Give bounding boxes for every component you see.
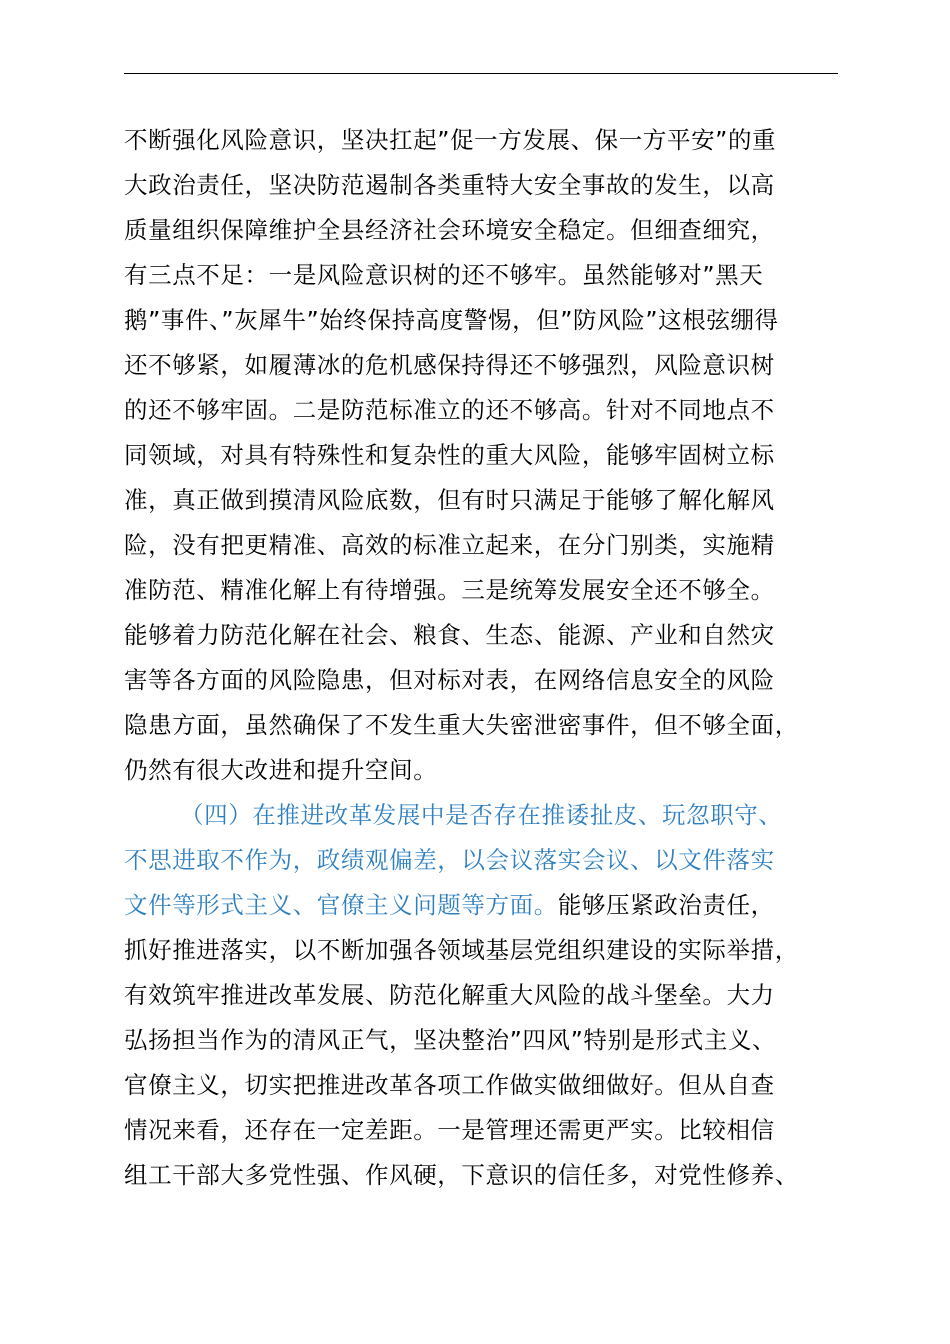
text-line: 能够着力防范化解在社会、粮食、生态、能源、产业和自然灾 [124, 621, 775, 649]
text-line: 险，没有把更精准、高效的标准立起来，在分门别类，实施精 [124, 531, 775, 559]
section-heading-line: （四）在推进改革发展中是否存在推诿扯皮、玩忽职守、 [180, 801, 783, 829]
text-line: 还不够紧，如履薄冰的危机感保持得还不够强烈，风险意识树 [124, 351, 775, 379]
text-line: 害等各方面的风险隐患，但对标对表，在网络信息安全的风险 [124, 666, 775, 694]
text-line: 不断强化风险意识，坚决扛起”促一方发展、保一方平安”的重 [124, 126, 777, 154]
text-line: 抓好推进落实，以不断加强各领域基层党组织建设的实际举措， [124, 936, 799, 964]
text-line: 有三点不足：一是风险意识树的还不够牢。虽然能够对”黑天 [124, 261, 764, 289]
text-line: 准防范、精准化解上有待增强。三是统筹发展安全还不够全。 [124, 576, 775, 604]
text-line: 质量组织保障维护全县经济社会环境安全稳定。但细查细究， [124, 216, 775, 244]
text-line: 官僚主义，切实把推进改革各项工作做实做细做好。但从自查 [124, 1071, 775, 1099]
text-line: 同领域，对具有特殊性和复杂性的重大风险，能够牢固树立标 [124, 441, 775, 469]
text-line: 的还不够牢固。二是防范标准立的还不够高。针对不同地点不 [124, 396, 775, 424]
text-line: 组工干部大多党性强、作风硬，下意识的信任多，对党性修养、 [124, 1161, 799, 1189]
text-line: 准，真正做到摸清风险底数，但有时只满足于能够了解化解风 [124, 486, 775, 514]
text-line: 仍然有很大改进和提升空间。 [124, 756, 438, 784]
text-segment: 能够压紧政治责任， [557, 891, 775, 919]
header-rule [124, 73, 838, 74]
section-heading-tail: 文件等形式主义、官僚主义问题等方面。 [124, 891, 558, 919]
section-heading-line: 不思进取不作为，政绩观偏差，以会议落实会议、以文件落实 [124, 846, 775, 874]
text-line: 鹅”事件、”灰犀牛”始终保持高度警惕，但”防风险”这根弦绷得 [124, 306, 779, 334]
text-line: 情况来看，还存在一定差距。一是管理还需更严实。比较相信 [124, 1116, 775, 1144]
text-line: 有效筑牢推进改革发展、防范化解重大风险的战斗堡垒。大力 [124, 981, 775, 1009]
text-line: 隐患方面，虽然确保了不发生重大失密泄密事件，但不够全面， [124, 711, 799, 739]
text-line: 大政治责任，坚决防范遏制各类重特大安全事故的发生，以高 [124, 171, 775, 199]
body-text [124, 118, 864, 1198]
text-line: 弘扬担当作为的清风正气，坚决整治”四风”特别是形式主义、 [124, 1026, 777, 1054]
mixed-line [124, 883, 864, 928]
